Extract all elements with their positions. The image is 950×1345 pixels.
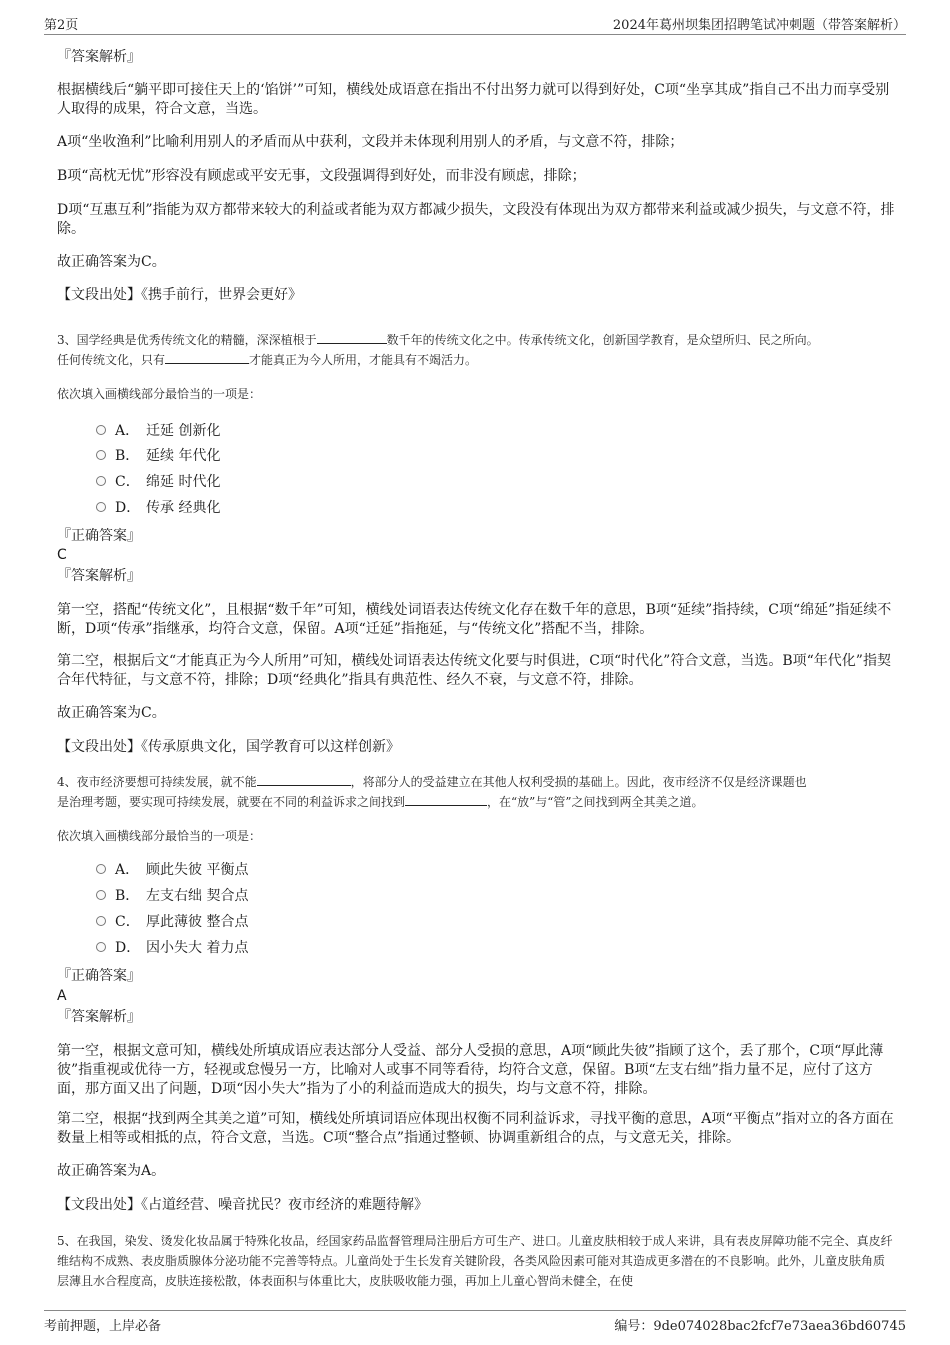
q3-blank-2	[165, 350, 249, 364]
q3-analysis-blank-1: 第一空，搭配“传统文化”，且根据“数千年”可知，横线处词语表达传统文化存在数千年的意思，B项“延续”指持续，C项“绵延”指延续不断，D项“传承”指继承，均符合文意，保留。A项“迁延”指拖延，与“传统文化”搭配不当，排除。	[57, 602, 892, 637]
q4-prompt: 依次填入画横线部分最恰当的一项是：	[57, 829, 262, 843]
q2-option-d-analysis: D项“互惠互利”指能为双方都带来较大的利益或者能为双方都减少损失，文段没有体现出为双方都带来利益或减少损失，与文意不符，排除。	[57, 202, 895, 237]
radio-button-icon[interactable]	[96, 450, 106, 460]
q4-option-d[interactable]: D． 因小失大 着力点	[96, 938, 248, 958]
q3-option-b[interactable]: B． 延续 年代化	[96, 446, 220, 466]
q4-conclusion: 故正确答案为A。	[57, 1163, 166, 1179]
radio-button-icon[interactable]	[96, 502, 106, 512]
q3-correct-answer-label: 『正确答案』	[57, 528, 141, 544]
q4-analysis-blank-1: 第一空，根据文意可知，横线处所填成语应表达部分人受益、部分人受损的意思，A项“顾此失彼”指顾了这个，丢了那个，C项“厚此薄彼”指重视或优待一方，轻视或怠慢另一方，比喻对人或事不同等看待，均符合文意，保留。B项“左支右绌”指力量不足，应付了这方面，那方面又出了问题，D项“因小失大”指为了小的利益而造成大的损失，均与文意不符，排除。	[57, 1043, 884, 1097]
q2-analysis-paragraph: 根据横线后“躺平即可接住天上的‘馅饼’”可知，横线处成语意在指出不付出努力就可以得到好处，C项“坐享其成”指自己不出力而享受别人取得的成果，符合文意，当选。	[57, 82, 890, 117]
q3-option-d[interactable]: D． 传承 经典化	[96, 498, 220, 518]
radio-button-icon[interactable]	[96, 942, 106, 952]
q4-correct-answer-label: 『正确答案』	[57, 968, 141, 984]
q4-blank-1	[257, 772, 351, 786]
q2-source: 【文段出处】《携手前行，世界会更好》	[57, 287, 302, 303]
q4-analysis-label: 『答案解析』	[57, 1009, 141, 1025]
q3-option-c[interactable]: C． 绵延 时代化	[96, 472, 220, 492]
footer-slogan: 考前押题，上岸必备	[44, 1319, 162, 1334]
q4-analysis-blank-2: 第二空，根据“找到两全其美之道”可知，横线处所填词语应体现出权衡不同利益诉求，寻找平衡的意思，A项“平衡点”指对立的各方面在数量上相等或相抵的点，符合文意，当选。C项“整合点”指通过整顿、协调重新组合的点，与文意无关，排除。	[57, 1111, 894, 1146]
q3-blank-1	[317, 330, 387, 344]
radio-button-icon[interactable]	[96, 916, 106, 926]
q4-option-c[interactable]: C． 厚此薄彼 整合点	[96, 912, 248, 932]
radio-button-icon[interactable]	[96, 425, 106, 435]
document-id: 编号：9de074028bac2fcf7e73aea36bd60745	[614, 1319, 906, 1334]
q4-blank-2	[405, 792, 487, 806]
q2-option-b-analysis: B项“高枕无忧”形容没有顾虑或平安无事，文段强调得到好处，而非没有顾虑，排除；	[57, 168, 586, 184]
q4-stem-part-b: ，将部分人的受益建立在其他人权利受损的基础上。因此，夜市经济不仅是经济课题也	[350, 775, 807, 789]
q4-stem-part-a: 4、夜市经济要想可持续发展，就不能	[57, 775, 257, 789]
q4-option-b[interactable]: B． 左支右绌 契合点	[96, 886, 248, 906]
radio-button-icon[interactable]	[96, 476, 106, 486]
q3-stem	[57, 330, 895, 370]
q3-correct-answer: C	[57, 547, 67, 563]
q3-stem-part-a: 3、国学经典是优秀传统文化的精髓，深深植根于	[57, 333, 317, 347]
radio-button-icon[interactable]	[96, 890, 106, 900]
q4-correct-answer: A	[57, 988, 67, 1004]
q4-stem	[57, 772, 895, 812]
q3-stem-part-b: 数千年的传统文化之中。传承传统文化，创新国学教育，是众望所归、民之所向。	[386, 333, 819, 347]
q3-source: 【文段出处】《传承原典文化，国学教育可以这样创新》	[57, 739, 400, 755]
q3-analysis-label: 『答案解析』	[57, 568, 141, 584]
q2-option-a-analysis: A项“坐收渔利”比喻利用别人的矛盾而从中获利，文段并未体现利用别人的矛盾，与文意不符，排除；	[57, 134, 684, 150]
q4-option-a[interactable]: A． 顾此失彼 平衡点	[96, 860, 248, 880]
q3-stem-part-d: 才能真正为今人所用，才能具有不竭活力。	[249, 353, 478, 367]
page-number: 第2页	[44, 18, 79, 33]
document-title: 2024年葛州坝集团招聘笔试冲刺题（带答案解析）	[612, 18, 906, 33]
q3-conclusion: 故正确答案为C。	[57, 705, 166, 721]
q4-stem-part-c: 是治理考题，要实现可持续发展，就要在不同的利益诉求之间找到	[57, 795, 406, 809]
q4-source: 【文段出处】《占道经营、噪音扰民？夜市经济的难题待解》	[57, 1197, 428, 1213]
q5-stem: 5、在我国，染发、烫发化妆品属于特殊化妆品，经国家药品监督管理局注册后方可生产、进口。儿童皮肤相较于成人来讲，具有表皮屏障功能不完全、真皮纤维结构不成熟、表皮脂质腺体分泌功能不完善等特点。儿童尚处于生长发育关键阶段，各类风险因素可能对其造成更多潜在的不良影响。此外，儿童皮肤角质层薄且水合程度高，皮肤连接松散，体表面积与体重比大，皮肤吸收能力强，再加上儿童心智尚未健全，在使	[57, 1234, 893, 1288]
q2-conclusion: 故正确答案为C。	[57, 254, 166, 270]
q4-stem-part-d: ，在“放”与“管”之间找到两全其美之道。	[487, 795, 704, 809]
q3-analysis-blank-2: 第二空，根据后文“才能真正为今人所用”可知，横线处词语表达传统文化要与时俱进，C项“时代化”符合文意，当选。B项“年代化”指契合年代特征，与文意不符，排除；D项“经典化”指具有典范性、经久不衰，与文意不符，排除。	[57, 653, 891, 688]
q3-option-a[interactable]: A． 迁延 创新化	[96, 421, 220, 441]
q3-prompt: 依次填入画横线部分最恰当的一项是：	[57, 387, 262, 401]
radio-button-icon[interactable]	[96, 864, 106, 874]
page-header	[44, 14, 906, 35]
q2-analysis-label: 『答案解析』	[57, 49, 141, 65]
q3-stem-part-c: 任何传统文化，只有	[57, 353, 166, 367]
page-footer	[44, 1310, 906, 1333]
